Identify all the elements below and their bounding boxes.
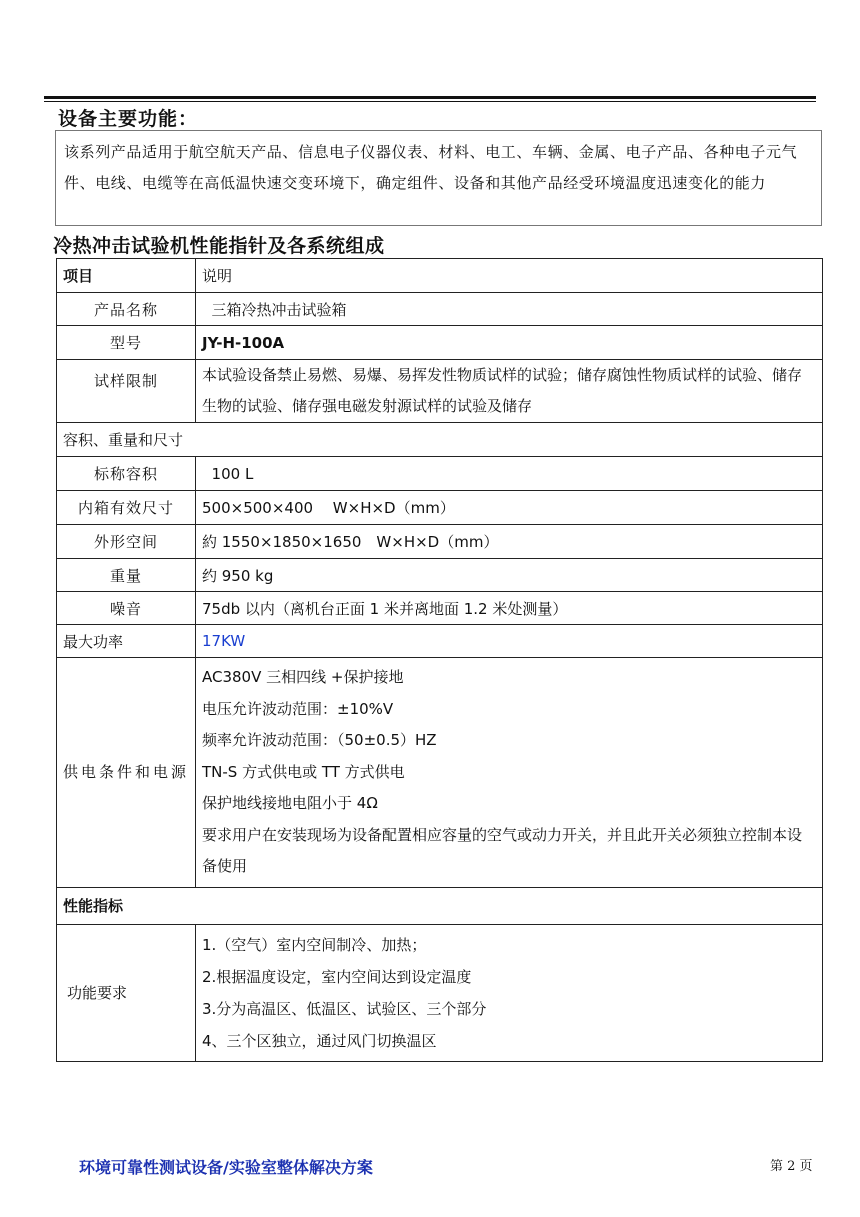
- row-label-max-power: 最大功率: [57, 625, 196, 658]
- main-functions-description: 该系列产品适用于航空航天产品、信息电子仪器仪表、材料、电工、车辆、金属、电子产品、各种电子元气件、电线、电缆等在高低温快速交变环境下，确定组件、设备和其他产品经受环境温度迅速变化的能力: [55, 130, 822, 226]
- row-value-weight: 约 950 kg: [196, 559, 823, 592]
- function-line: 3.分为高温区、低温区、试验区、三个部分: [202, 999, 487, 1018]
- table-row: [57, 360, 823, 423]
- section-title-main-functions: 设备主要功能：: [58, 108, 199, 130]
- table-row: [57, 625, 823, 658]
- section-capacity: 容积、重量和尺寸: [57, 423, 823, 457]
- section-title-specs: 冷热冲击试验机性能指针及各系统组成: [53, 235, 385, 257]
- row-label-product-name: 产品名称: [57, 293, 196, 326]
- row-value-power-supply: [196, 658, 823, 888]
- row-label-power-supply: 供电条件和电源: [57, 658, 196, 888]
- power-line: 保护地线接地电阻小于 4Ω: [202, 794, 378, 812]
- table-row: [57, 658, 823, 888]
- row-value-product-name: 三箱冷热冲击试验箱: [196, 293, 823, 326]
- row-label-nominal-volume: 标称容积: [57, 457, 196, 491]
- row-label-sample-limit: 试样限制: [57, 360, 196, 423]
- header-desc: 说明: [196, 259, 823, 293]
- power-line: TN-S 方式供电或 TT 方式供电: [202, 762, 405, 781]
- table-section-row: [57, 423, 823, 457]
- table-row: [57, 525, 823, 559]
- row-value-inner-size: 500×500×400 W×H×D（mm）: [196, 491, 823, 525]
- table-row: [57, 924, 823, 1061]
- function-line: 2.根据温度设定，室内空间达到设定温度: [202, 967, 472, 986]
- table-section-row: [57, 887, 823, 924]
- row-value-model: JY-H-100A: [196, 326, 823, 360]
- row-label-model: 型号: [57, 326, 196, 360]
- power-line: 频率允许波动范围：（50±0.5）HZ: [202, 731, 437, 749]
- power-line: 电压允许波动范围：±10%V: [202, 699, 394, 718]
- header-item: 项目: [57, 259, 196, 293]
- table-row: [57, 491, 823, 525]
- section-performance: 性能指标: [57, 887, 823, 924]
- row-value-noise: 75db 以内（离机台正面 1 米并离地面 1.2 米处测量）: [196, 592, 823, 625]
- table-row: [57, 457, 823, 491]
- row-label-outer-size: 外形空间: [57, 525, 196, 559]
- table-row: [57, 293, 823, 326]
- row-value-outer-size: 約 1550×1850×1650 W×H×D（mm）: [196, 525, 823, 559]
- row-label-inner-size: 内箱有效尺寸: [57, 491, 196, 525]
- power-line: 要求用户在安装现场为设备配置相应容量的空气或动力开关，并且此开关必须独立控制本设备使用: [202, 825, 803, 875]
- header-rule-thin: [44, 101, 816, 102]
- row-value-max-power: 17KW: [196, 625, 823, 658]
- table-row: [57, 326, 823, 360]
- spec-table: [56, 258, 823, 1062]
- row-value-nominal-volume: 100 L: [196, 457, 823, 491]
- page-number: 第 2 页: [770, 1159, 813, 1174]
- row-value-function-req: [196, 924, 823, 1061]
- table-header-row: [57, 259, 823, 293]
- header-rule: [44, 96, 816, 99]
- table-row: [57, 592, 823, 625]
- table-row: [57, 559, 823, 592]
- row-label-function-req: 功能要求: [57, 924, 196, 1061]
- function-line: 4、三个区独立，通过风门切换温区: [202, 1031, 437, 1050]
- function-line: 1.（空气）室内空间制冷、加热；: [202, 935, 427, 954]
- row-label-weight: 重量: [57, 559, 196, 592]
- row-value-sample-limit: 本试验设备禁止易燃、易爆、易挥发性物质试样的试验；储存腐蚀性物质试样的试验、储存生物的试验、储存强电磁发射源试样的试验及储存: [196, 360, 823, 423]
- row-label-noise: 噪音: [57, 592, 196, 625]
- power-line: AC380V 三相四线 +保护接地: [202, 668, 404, 686]
- footer-slogan: 环境可靠性测试设备/实验室整体解决方案: [79, 1158, 373, 1177]
